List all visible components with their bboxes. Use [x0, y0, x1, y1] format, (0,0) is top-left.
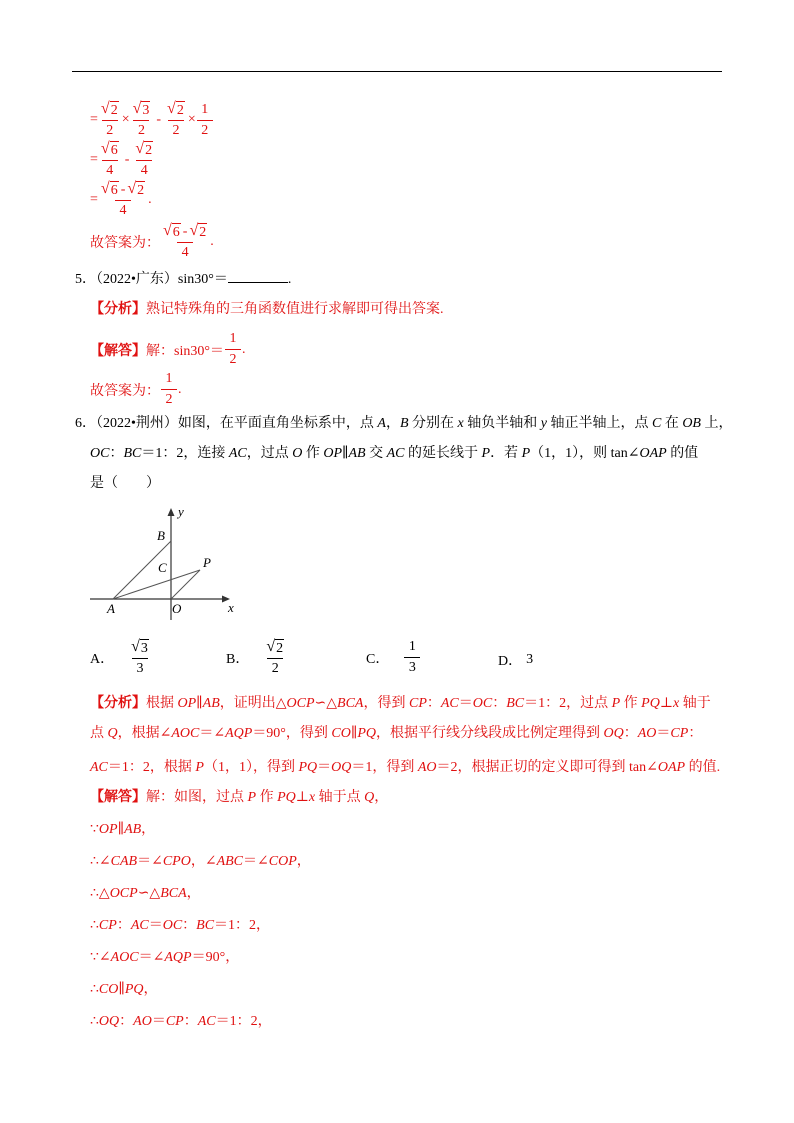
- text-run: 根据: [146, 696, 178, 711]
- text-run: 交: [365, 446, 387, 461]
- q6-stem-line1: 6．（2022•荆州）如图，在平面直角坐标系中，点 A，B 分别在 x 轴负半轴和 y 轴正半轴上，点 C 在 OB 上，: [75, 416, 733, 431]
- math-variable: CP: [670, 726, 689, 741]
- math-variable: OQ: [98, 1014, 120, 1029]
- text-run: （1，1），得到: [203, 760, 299, 775]
- math-variable: AOC: [110, 950, 139, 965]
- calc-line-3: = √ 6 - √ 2 4 .: [90, 180, 152, 218]
- math-variable: OAP: [657, 760, 686, 775]
- text-run: ＝90°，得到: [252, 726, 332, 741]
- math-variable: x: [673, 696, 680, 711]
- text-run: ＝: [151, 1014, 166, 1029]
- math-variable: AC: [90, 760, 108, 775]
- math-variable: OP: [98, 822, 118, 837]
- text-run: ∴: [90, 982, 99, 997]
- text-run: ∵∠: [90, 950, 111, 965]
- text-run: ，: [186, 886, 201, 901]
- text-run: ＝90°，: [191, 950, 240, 965]
- text-run: 的值: [666, 446, 699, 461]
- math-variable: Q: [364, 790, 375, 805]
- text-run: ＝∠: [243, 854, 269, 869]
- label-y: y: [178, 504, 184, 519]
- calc-line-1: = √ 2 2 × √ 3 2 - √ 2 2 × $\frac{1}{2}$: [90, 100, 214, 140]
- text-run: ∥: [342, 446, 349, 461]
- text-run: 作: [620, 696, 642, 711]
- option-c[interactable]: C． $\frac{1}{3}$: [366, 638, 421, 677]
- text-run: ：: [119, 1014, 134, 1029]
- q6-solution-line3: [90, 852, 311, 872]
- text-run: ，: [296, 854, 311, 869]
- math-variable: x: [308, 790, 316, 805]
- text-run: ∴∠: [90, 854, 111, 869]
- text-run: ：: [623, 726, 638, 741]
- option-a[interactable]: A． √ 3 3: [90, 638, 148, 676]
- coordinate-figure: [88, 500, 238, 625]
- text-run: ：: [109, 446, 124, 461]
- text-run: ＝1，得到: [351, 760, 418, 775]
- text-run: ，: [143, 982, 158, 997]
- text-run: 上，: [700, 416, 733, 431]
- text-run: ∥: [118, 982, 125, 997]
- math-variable: OP: [323, 446, 343, 461]
- math-variable: AQP: [164, 950, 192, 965]
- math-variable: AB: [202, 696, 220, 711]
- math-variable: AOC: [171, 726, 200, 741]
- q5-answer: 故答案为： $\frac{1}{2}$ .: [90, 371, 182, 407]
- text-run: ＝∠: [199, 726, 226, 741]
- math-variable: P: [521, 446, 531, 461]
- math-variable: AC: [130, 918, 149, 933]
- text-run: ＝1：2，过点: [524, 696, 612, 711]
- text-run: 解：如图，过点: [146, 790, 248, 805]
- text-run: 轴于: [679, 696, 711, 711]
- q6-analysis-line1: 【分析】根据 OP∥AB，证明出△OCP∽△BCA，得到 CP：AC＝OC：BC＝1：2，过点 P 作 PQ⊥x 轴于: [90, 696, 711, 711]
- label-A: A: [107, 601, 115, 616]
- text-run: ：: [492, 696, 507, 711]
- text-run: （1，1），则 tan∠: [530, 446, 640, 461]
- math-variable: OC: [472, 696, 493, 711]
- text-run: ∽△: [314, 696, 338, 711]
- text-run: ，: [385, 416, 400, 431]
- text-run: ∴: [90, 918, 99, 933]
- math-variable: A: [377, 416, 386, 431]
- math-variable: OCP: [109, 886, 138, 901]
- math-variable: OCP: [286, 696, 315, 711]
- math-variable: B: [399, 416, 409, 431]
- q6-solution-line6: [90, 948, 239, 968]
- text-run: ∥: [196, 696, 203, 711]
- text-run: ＝: [148, 918, 163, 933]
- text-run: ：: [688, 726, 703, 741]
- math-variable: AC: [440, 696, 459, 711]
- text-run: ＝: [656, 726, 671, 741]
- math-variable: CP: [98, 918, 117, 933]
- text-run: 的值.: [685, 760, 721, 775]
- segment-AP: [113, 570, 200, 599]
- answer-blank: [228, 270, 288, 283]
- text-run: ，过点: [246, 446, 293, 461]
- text-run: ，根据平行线分线段成比例定理得到: [376, 726, 604, 741]
- text-run: （2022•荆州）如图，在平面直角坐标系中，点: [96, 416, 378, 431]
- math-variable: CO: [331, 726, 351, 741]
- text-run: ，: [141, 822, 156, 837]
- math-variable: AQP: [225, 726, 253, 741]
- q6-solution-line5: [90, 916, 270, 936]
- text-run: ∵: [90, 822, 99, 837]
- text-run: 在: [661, 416, 683, 431]
- text-run: ＝∠: [137, 854, 163, 869]
- math-variable: CP: [408, 696, 427, 711]
- text-run: ⊥: [659, 696, 674, 711]
- text-run: ＝∠: [138, 950, 165, 965]
- label-B: B: [157, 528, 165, 543]
- math-variable: CP: [165, 1014, 184, 1029]
- math-variable: OC: [90, 446, 110, 461]
- text-run: ，证明出△: [219, 696, 287, 711]
- math-variable: PQ: [641, 696, 660, 711]
- math-variable: P: [481, 446, 491, 461]
- math-variable: PQ: [124, 982, 144, 997]
- label-x: x: [228, 600, 234, 615]
- q6-solution-line1: 【解答】解：如图，过点 P 作 PQ⊥x 轴于点 Q，: [90, 790, 389, 805]
- option-b[interactable]: B． √ 2 2: [226, 638, 284, 676]
- math-variable: Q: [107, 726, 118, 741]
- q6-analysis-line2: [90, 724, 702, 744]
- text-run: ，: [374, 790, 389, 805]
- math-variable: AC: [386, 446, 405, 461]
- math-variable: BC: [123, 446, 142, 461]
- calc-answer: 故答案为： √ 6 - √ 2 4 .: [90, 222, 214, 260]
- math-variable: O: [292, 446, 303, 461]
- text-run: ＝: [317, 760, 332, 775]
- math-variable: OP: [177, 696, 197, 711]
- text-run: 的延长线于: [404, 446, 482, 461]
- text-run: ∥: [350, 726, 358, 741]
- math-variable: P: [247, 790, 257, 805]
- text-run: ：: [426, 696, 441, 711]
- math-variable: CPO: [162, 854, 191, 869]
- text-run: ⊥: [295, 790, 309, 805]
- math-variable: OC: [162, 918, 183, 933]
- text-run: 点: [90, 726, 108, 741]
- text-run: ，∠: [190, 854, 217, 869]
- math-variable: AO: [133, 1014, 152, 1029]
- calc-line-2: = √ 6 4 - √ 2 4: [90, 140, 153, 178]
- text-run: ＝1：2，: [215, 1014, 272, 1029]
- q6-solution-line4: [90, 884, 201, 904]
- text-run: 分别在: [408, 416, 458, 431]
- q5-analysis: 【分析】熟记特殊角的三角函数值进行求解即可得出答案.: [90, 302, 444, 317]
- q6-analysis-line3: [90, 758, 720, 778]
- math-variable: CO: [98, 982, 119, 997]
- y-axis-arrow: [168, 508, 175, 516]
- q5-stem: 5．（2022•广东）sin30°＝ .: [75, 272, 292, 287]
- text-run: ∥: [117, 822, 125, 837]
- q6-solution-line7: [90, 980, 158, 1000]
- text-run: ∴△: [90, 886, 110, 901]
- text-run: ＝1：2，连接: [141, 446, 229, 461]
- text-run: ∴: [90, 1014, 99, 1029]
- math-variable: OQ: [331, 760, 352, 775]
- math-variable: BCA: [337, 696, 364, 711]
- text-run: ：: [116, 918, 131, 933]
- text-run: 作: [256, 790, 278, 805]
- text-run: 轴负半轴和: [463, 416, 541, 431]
- math-variable: P: [195, 760, 204, 775]
- text-run: ：: [182, 918, 197, 933]
- math-variable: P: [611, 696, 621, 711]
- math-variable: C: [651, 416, 662, 431]
- math-variable: OAP: [639, 446, 667, 461]
- math-variable: AB: [124, 822, 142, 837]
- math-variable: AC: [197, 1014, 216, 1029]
- math-variable: CAB: [110, 854, 138, 869]
- q6-solution-line2: [90, 820, 155, 840]
- math-variable: ABC: [216, 854, 244, 869]
- text-run: ，得到: [363, 696, 409, 711]
- label-P: P: [203, 555, 211, 570]
- math-variable: AC: [228, 446, 247, 461]
- text-run: ＝1：2，根据: [107, 760, 196, 775]
- math-variable: y: [540, 416, 547, 431]
- math-variable: x: [457, 416, 464, 431]
- text-run: 作: [302, 446, 324, 461]
- math-variable: BCA: [160, 886, 187, 901]
- text-run: ＝2，根据正切的定义即可得到 tan∠: [436, 760, 658, 775]
- text-run: 轴正半轴上，点: [546, 416, 652, 431]
- q5-solution: 【解答】 解：sin30°＝ $\frac{1}{2}$ .: [90, 331, 246, 367]
- math-variable: OB: [682, 416, 701, 431]
- text-run: ＝1：2，: [214, 918, 271, 933]
- text-run: ，根据∠: [117, 726, 172, 741]
- math-variable: PQ: [277, 790, 296, 805]
- q6-solution-line8: [90, 1012, 272, 1032]
- q6-stem-line3: 是（ ）: [90, 476, 160, 491]
- math-variable: COP: [268, 854, 297, 869]
- text-run: ：: [183, 1014, 198, 1029]
- math-variable: AB: [348, 446, 366, 461]
- text-run: ＝: [458, 696, 473, 711]
- text-run: ．若: [490, 446, 522, 461]
- math-variable: AO: [637, 726, 657, 741]
- math-variable: AO: [417, 760, 437, 775]
- math-variable: BC: [196, 918, 215, 933]
- option-d[interactable]: D． 3: [498, 652, 534, 669]
- text-run: ∽△: [137, 886, 161, 901]
- header-rule: [72, 71, 722, 72]
- math-variable: OQ: [603, 726, 624, 741]
- math-variable: PQ: [357, 726, 377, 741]
- text-run: 轴于点: [315, 790, 365, 805]
- q6-stem-line2: [90, 444, 698, 464]
- math-variable: BC: [506, 696, 525, 711]
- label-C: C: [158, 560, 167, 575]
- math-variable: PQ: [298, 760, 318, 775]
- label-O: O: [172, 601, 182, 616]
